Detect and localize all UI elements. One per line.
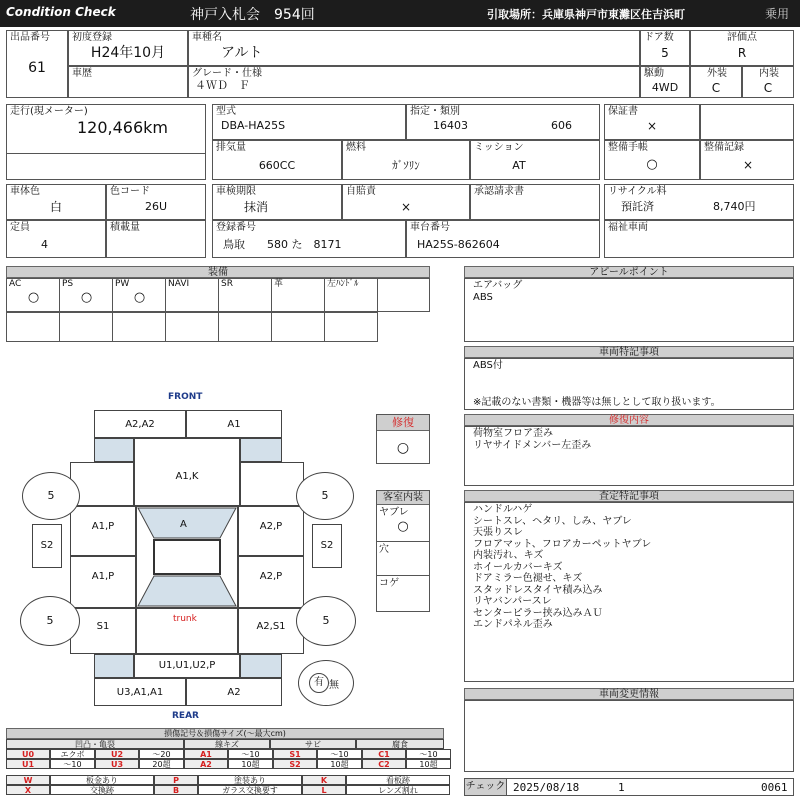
check-date: 2025/08/18 bbox=[513, 781, 580, 794]
panel-top-left: A2,A2 bbox=[94, 410, 186, 438]
type-label: 型式 bbox=[216, 106, 236, 117]
rear-label: REAR bbox=[172, 711, 199, 721]
cabin-box bbox=[376, 490, 430, 612]
equipment-label: AC bbox=[9, 279, 22, 289]
equipment-cell bbox=[165, 278, 219, 312]
inspection-box bbox=[212, 184, 342, 220]
legend-code: P bbox=[154, 775, 198, 785]
repair-detail-title: 修復内容 bbox=[464, 414, 794, 426]
legend-code: X bbox=[6, 785, 50, 795]
legend-meaning: 〜10 bbox=[50, 759, 95, 769]
repair-box bbox=[376, 414, 430, 464]
warranty-extra-box bbox=[700, 104, 794, 140]
type-box bbox=[212, 104, 406, 140]
spare-tire-text: 無 bbox=[329, 680, 339, 691]
check-footer bbox=[464, 778, 794, 796]
pickup-location: 引取場所：兵庫県神戸市東灘区住吉浜町 bbox=[487, 8, 685, 21]
legend-meaning: 板金あり bbox=[50, 775, 154, 785]
special-text: ABS付 bbox=[473, 360, 503, 371]
legend-code: B bbox=[154, 785, 198, 795]
recycle-box bbox=[604, 184, 794, 220]
designation-box bbox=[406, 104, 600, 140]
legend-group-label: 腐食 bbox=[356, 739, 444, 749]
manual-box bbox=[604, 140, 700, 180]
equipment-extra-cell bbox=[165, 312, 219, 342]
first-registration-value: H24年10月 bbox=[90, 45, 166, 61]
designation-value: 16403 bbox=[433, 119, 468, 132]
rear-window-shape bbox=[138, 576, 236, 606]
exterior-label: 外装 bbox=[707, 68, 727, 79]
load-label: 積載量 bbox=[110, 222, 140, 233]
legend-meaning: エクボ bbox=[50, 749, 95, 759]
panel-right-quarter: A2,S1 bbox=[238, 608, 304, 654]
lot-number-box bbox=[6, 30, 68, 98]
history-label: 車歴 bbox=[72, 68, 92, 79]
legend-code: S2 bbox=[273, 759, 317, 769]
drive-box bbox=[640, 66, 690, 98]
legend-meaning: 10超 bbox=[228, 759, 273, 769]
trunk-label: trunk bbox=[173, 614, 197, 624]
score-label: 評価点 bbox=[727, 32, 757, 43]
changes-title: 車両変更情報 bbox=[464, 688, 794, 700]
records-value: × bbox=[742, 158, 754, 172]
equipment-label: NAVI bbox=[168, 279, 190, 289]
colorcode-box bbox=[106, 184, 206, 220]
equipment-label: 革 bbox=[274, 279, 284, 289]
check-num2: 0061 bbox=[761, 781, 788, 794]
repair-detail-text: 荷物室フロア歪み リヤサイドメンバー左歪み bbox=[473, 428, 592, 451]
fuel-value: ｶﾞｿﾘﾝ bbox=[392, 159, 420, 172]
cabin-koge: コゲ bbox=[379, 578, 399, 589]
plate-box bbox=[212, 220, 406, 258]
equipment-label: 左ﾊﾝﾄﾞﾙ bbox=[327, 279, 359, 289]
legend-meaning: 〜10 bbox=[317, 749, 362, 759]
insurance-value: × bbox=[400, 200, 412, 214]
legend-group-label: 凹凸・亀裂 bbox=[6, 739, 184, 749]
inspect-title: 査定特記事項 bbox=[464, 490, 794, 502]
check-label: チェック bbox=[465, 779, 507, 795]
plate-value: 鳥取 580 た 8171 bbox=[223, 238, 342, 251]
equipment-value: ○ bbox=[27, 290, 40, 305]
repair-value: ○ bbox=[396, 440, 410, 456]
panel-bottom-left: U3,A1,A1 bbox=[94, 678, 186, 706]
mission-box bbox=[470, 140, 600, 180]
cabin-glass bbox=[136, 506, 238, 608]
model-value: アルト bbox=[221, 45, 263, 61]
class-value: 606 bbox=[551, 119, 572, 132]
legend-code: U0 bbox=[6, 749, 50, 759]
chassis-value: HA25S-862604 bbox=[417, 238, 500, 251]
panel-rear-left-corner bbox=[94, 654, 134, 678]
cabin-title: 客室内装 bbox=[377, 491, 429, 505]
equipment-cell bbox=[271, 278, 325, 312]
inspection-value: 抹消 bbox=[243, 200, 268, 214]
cabin-ana: 穴 bbox=[379, 544, 389, 555]
color-label: 車体色 bbox=[10, 186, 40, 197]
legend-meaning: 20超 bbox=[139, 759, 184, 769]
tire-rear-left: 5 bbox=[20, 596, 80, 646]
inspection-label: 車検期限 bbox=[216, 186, 256, 197]
legend-code: A2 bbox=[184, 759, 228, 769]
cabin-divider-1 bbox=[377, 541, 429, 542]
tire-front-right: 5 bbox=[296, 472, 354, 520]
auction-name: 神戸入札会 954回 bbox=[190, 7, 315, 23]
load-box bbox=[106, 220, 206, 258]
cabin-yabure: ヤブレ bbox=[379, 507, 409, 518]
score-value: R bbox=[737, 46, 747, 60]
legend-group-label: 線キズ bbox=[184, 739, 270, 749]
inspect-text: ハンドルハゲ シートスレ、ヘタリ、しみ、ヤブレ 天張りスレ フロアマット、フロアカーペットヤブレ 内装汚れ、キズ ホイールカバーキズ ドアミラー色褪せ、キズ スタッドレスタイヤ積み込み リヤバンパースレ センターピラー挟み込みＡＵ エンドパネル歪み bbox=[473, 504, 652, 630]
panel-left-quarter: S1 bbox=[70, 608, 136, 654]
grade-value: ４ＷＤ Ｆ bbox=[195, 79, 250, 92]
windshield-shape bbox=[138, 508, 236, 538]
equipment-extra-cell bbox=[271, 312, 325, 342]
legend-meaning: レンズ割れ bbox=[346, 785, 450, 795]
warranty-label: 保証書 bbox=[608, 106, 638, 117]
interior-value: C bbox=[763, 81, 773, 95]
legend-group-label: サビ bbox=[270, 739, 356, 749]
fuel-label: 燃料 bbox=[346, 142, 366, 153]
equipment-cell bbox=[6, 278, 60, 312]
check-num1: 1 bbox=[618, 781, 625, 794]
equipment-cell bbox=[324, 278, 378, 312]
grade-label: グレード・仕様 bbox=[192, 68, 262, 79]
exterior-value: C bbox=[711, 81, 721, 95]
panel-front-left-corner bbox=[94, 438, 134, 462]
legend-meaning: 10超 bbox=[317, 759, 362, 769]
special-note: ※記載のない書類・機器等は無しとして取り扱います。 bbox=[473, 397, 721, 408]
equipment-value: ○ bbox=[133, 290, 146, 305]
equipment-extra-cell bbox=[59, 312, 113, 342]
interior-box bbox=[742, 66, 794, 98]
insurance-box bbox=[342, 184, 470, 220]
mileage-label: 走行(現メーター) bbox=[10, 106, 88, 117]
fuel-box bbox=[342, 140, 470, 180]
tire-rear-right: 5 bbox=[296, 596, 356, 646]
equipment-extra-cell bbox=[6, 312, 60, 342]
warranty-box bbox=[604, 104, 700, 140]
exterior-box bbox=[690, 66, 742, 98]
mileage-divider bbox=[7, 153, 205, 154]
capacity-box bbox=[6, 220, 106, 258]
recycle-label: リサイクル料 bbox=[608, 186, 667, 197]
panel-rear-center: U1,U1,U2,P bbox=[134, 654, 240, 678]
front-label: FRONT bbox=[168, 392, 203, 402]
model-label: 車種名 bbox=[192, 32, 222, 43]
header-bar bbox=[0, 0, 800, 27]
mileage-box bbox=[6, 104, 206, 180]
approval-box bbox=[470, 184, 600, 220]
special-panel bbox=[464, 358, 794, 410]
doors-box bbox=[640, 30, 690, 66]
first-registration-box bbox=[68, 30, 188, 66]
insurance-label: 自賠責 bbox=[346, 186, 376, 197]
repair-detail-panel bbox=[464, 426, 794, 486]
doors-value: 5 bbox=[661, 46, 669, 60]
panel-right-front-door: A2,P bbox=[238, 506, 304, 556]
special-title: 車両特記事項 bbox=[464, 346, 794, 358]
panel-hood: A1,K bbox=[134, 438, 240, 506]
type-value: DBA-HA25S bbox=[221, 119, 286, 132]
legend-code: A1 bbox=[184, 749, 228, 759]
doors-label: ドア数 bbox=[644, 32, 674, 43]
records-box bbox=[700, 140, 794, 180]
lot-number-label: 出品番号 bbox=[10, 32, 50, 43]
capacity-label: 定員 bbox=[10, 222, 30, 233]
legend-code: K bbox=[302, 775, 346, 785]
legend-meaning: 〜10 bbox=[228, 749, 273, 759]
equipment-value: ○ bbox=[80, 290, 93, 305]
first-registration-label: 初度登録 bbox=[72, 32, 112, 43]
legend-code: C1 bbox=[362, 749, 406, 759]
displacement-label: 排気量 bbox=[216, 142, 246, 153]
displacement-box bbox=[212, 140, 342, 180]
equipment-extra-cell bbox=[324, 312, 378, 342]
legend-title: 損傷記号＆損傷サイズ(〜最大cm) bbox=[6, 728, 444, 739]
welfare-label: 福祉車両 bbox=[608, 222, 648, 233]
approval-label: 承認請求書 bbox=[474, 186, 524, 197]
mission-label: ミッション bbox=[474, 142, 524, 153]
recycle-status: 預託済 bbox=[621, 200, 654, 213]
capacity-value: 4 bbox=[41, 238, 48, 251]
drive-label: 駆動 bbox=[644, 68, 664, 79]
mileage-value: 120,466km bbox=[77, 118, 169, 137]
category: 乗用 bbox=[765, 7, 790, 21]
legend-meaning: 交換跡 bbox=[50, 785, 154, 795]
panel-right-rear-door: A2,P bbox=[238, 556, 304, 608]
logo: Condition Check bbox=[6, 5, 116, 19]
spare-tire-badge: 有 bbox=[309, 673, 329, 693]
roof-shape bbox=[154, 540, 220, 574]
equipment-cell bbox=[112, 278, 166, 312]
equipment-blank-cell bbox=[377, 278, 430, 312]
panel-front-right-corner bbox=[240, 438, 282, 462]
score-box bbox=[690, 30, 794, 66]
displacement-value: 660CC bbox=[258, 159, 296, 172]
drive-value: 4WD bbox=[651, 81, 679, 94]
panel-left-front-door: A1,P bbox=[70, 506, 136, 556]
warranty-value: × bbox=[646, 119, 658, 133]
equipment-label: PW bbox=[115, 279, 130, 289]
legend-meaning: 〜20 bbox=[139, 749, 184, 759]
cabin-divider-2 bbox=[377, 575, 429, 576]
legend-code: L bbox=[302, 785, 346, 795]
mission-value: AT bbox=[512, 159, 526, 172]
panel-rear-right-corner bbox=[240, 654, 282, 678]
chassis-box bbox=[406, 220, 600, 258]
equipment-extra-cell bbox=[112, 312, 166, 342]
inspect-panel bbox=[464, 502, 794, 682]
chassis-label: 車台番号 bbox=[410, 222, 450, 233]
cabin-yabure-value: ○ bbox=[397, 519, 409, 534]
equipment-title: 装備 bbox=[6, 266, 430, 278]
spare-tire-box bbox=[298, 660, 354, 706]
panel-top-right: A1 bbox=[186, 410, 282, 438]
manual-label: 整備手帳 bbox=[608, 142, 648, 153]
tire-front-left: 5 bbox=[22, 472, 80, 520]
color-box bbox=[6, 184, 106, 220]
equipment-cell bbox=[218, 278, 272, 312]
designation-label: 指定・類別 bbox=[410, 106, 460, 117]
legend-code: U2 bbox=[95, 749, 139, 759]
legend-meaning: 塗装あり bbox=[198, 775, 302, 785]
panel-bottom-right: A2 bbox=[186, 678, 282, 706]
plate-label: 登録番号 bbox=[216, 222, 256, 233]
model-box bbox=[188, 30, 640, 66]
legend-code: C2 bbox=[362, 759, 406, 769]
equipment-label: PS bbox=[62, 279, 74, 289]
legend-meaning: 〜10 bbox=[406, 749, 451, 759]
interior-label: 内装 bbox=[759, 68, 779, 79]
welfare-box bbox=[604, 220, 794, 258]
equipment-extra-cell bbox=[218, 312, 272, 342]
panel-left-rear-door: A1,P bbox=[70, 556, 136, 608]
changes-panel bbox=[464, 700, 794, 772]
legend-meaning: 看板跡 bbox=[346, 775, 450, 785]
panel-left-side: S2 bbox=[32, 524, 62, 568]
grade-box bbox=[188, 66, 640, 98]
legend-code: U3 bbox=[95, 759, 139, 769]
legend-code: W bbox=[6, 775, 50, 785]
legend-meaning: 10超 bbox=[406, 759, 451, 769]
colorcode-value: 26U bbox=[144, 200, 168, 213]
appeal-panel bbox=[464, 278, 794, 342]
appeal-title: アピールポイント bbox=[464, 266, 794, 278]
panel-right-side: S2 bbox=[312, 524, 342, 568]
lot-number-value: 61 bbox=[28, 60, 46, 76]
legend-code: U1 bbox=[6, 759, 50, 769]
records-label: 整備記録 bbox=[704, 142, 744, 153]
equipment-cell bbox=[59, 278, 113, 312]
history-box bbox=[68, 66, 188, 98]
legend-meaning: ガラス交換要す bbox=[198, 785, 302, 795]
color-value: 白 bbox=[49, 200, 62, 214]
appeal-text: エアバッグ ABS bbox=[473, 280, 523, 303]
panel-windshield-label: A bbox=[180, 519, 187, 530]
equipment-label: SR bbox=[221, 279, 233, 289]
manual-value: ○ bbox=[646, 157, 658, 172]
repair-title: 修復 bbox=[377, 415, 429, 431]
legend-code: S1 bbox=[273, 749, 317, 759]
recycle-amount: 8,740円 bbox=[713, 200, 756, 213]
panel-right-fender bbox=[240, 462, 304, 506]
colorcode-label: 色コード bbox=[110, 186, 150, 197]
